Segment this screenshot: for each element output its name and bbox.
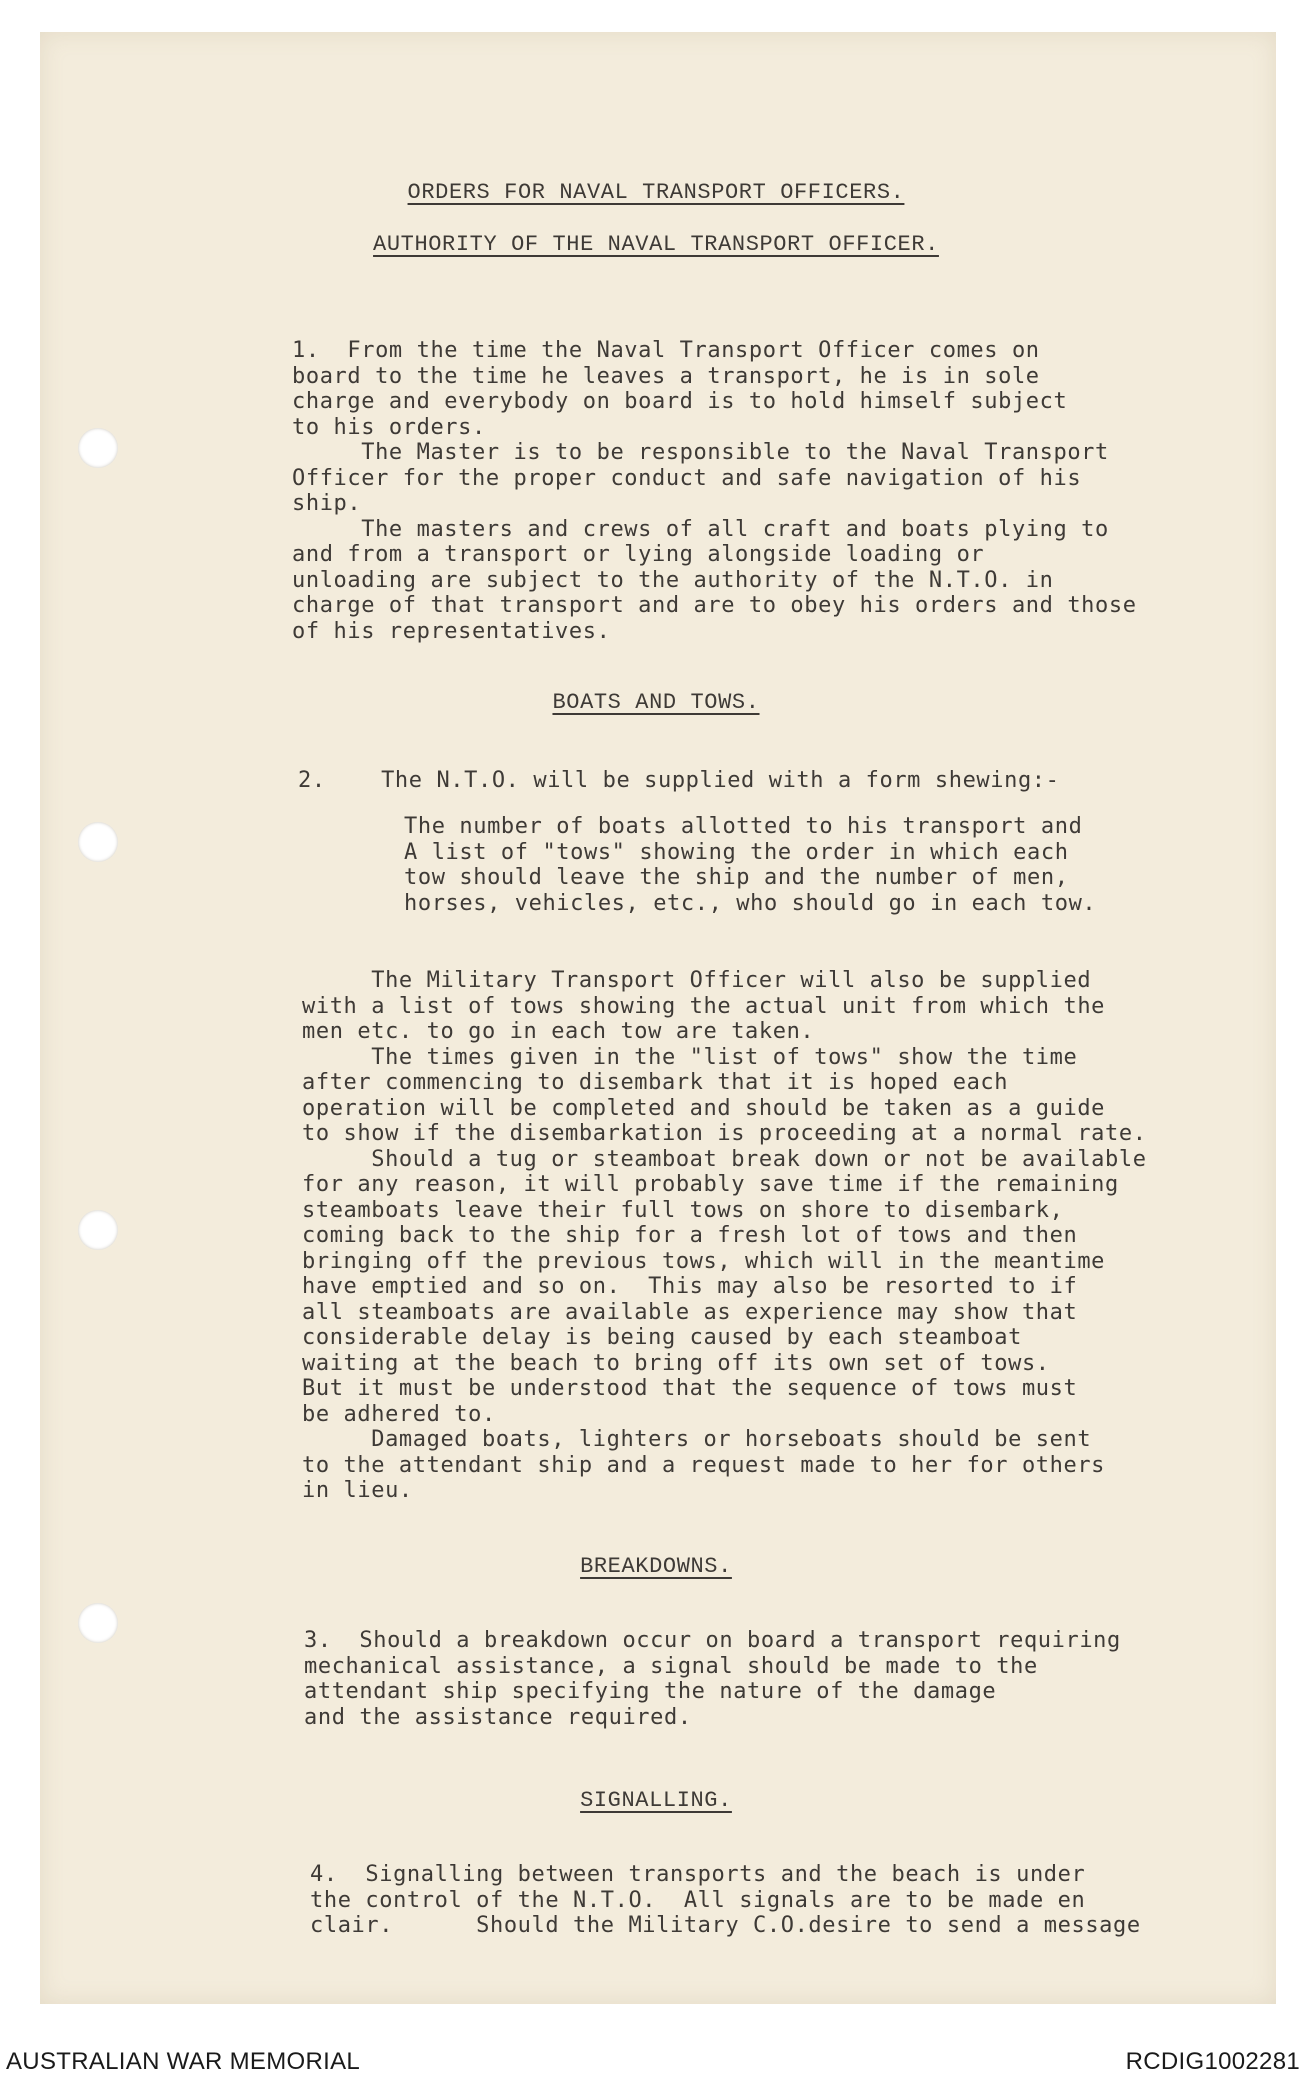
form-contents-list: The number of boats allotted to his transport and A list of "tows" showing the order in which each tow should leave the ship and the number of men, horses, vehicles, etc., who should go in each tow.	[404, 814, 1097, 916]
paragraph-3: 3. Should a breakdown occur on board a transport requiring mechanical assistance, a signal should be made to the attendant ship specifying the nature of the damage and the assistance required.	[304, 1628, 1121, 1730]
paragraph-2: 2. The N.T.O. will be supplied with a form shewing:-	[298, 768, 1060, 793]
section-heading-authority: AUTHORITY OF THE NAVAL TRANSPORT OFFICER.	[373, 232, 939, 257]
section-heading-breakdowns: BREAKDOWNS.	[580, 1554, 732, 1579]
section-heading-boats: BOATS AND TOWS.	[552, 690, 760, 715]
footer-record-id: RCDIG1002281	[1125, 2048, 1300, 2075]
punch-hole	[78, 1210, 118, 1250]
document-title: ORDERS FOR NAVAL TRANSPORT OFFICERS.	[407, 180, 905, 205]
paragraph-tows: The Military Transport Officer will also be supplied with a list of tows showing the actual unit from which the men etc. to go in each tow are taken. The times given in the "list of tows" show the time after commencing to disembark that it is hoped each operation will be completed and should be taken as a guide to show if the disembarkation is proceeding at a normal rate. Should a tug or steamboat break down or not be available for any reason, it will probably save time if the remaining steamboats leave their full tows on shore to disembark, coming back to the ship for a fresh lot of tows and then bringing off the previous tows, which will in the meantime have emptied and so on. This may also be resorted to if all steamboats are available as experience may show that considerable delay is being caused by each steamboat waiting at the beach to bring off its own set of tows. But it must be understood that the sequence of tows must be adhered to. Damaged boats, lighters or horseboats should be sent to the attendant ship and a request made to her for others in lieu.	[302, 968, 1147, 1503]
paragraph-1: 1. From the time the Naval Transport Officer comes on board to the time he leaves a transport, he is in sole charge and everybody on board is to hold himself subject to his orders. The Master is to be responsible to the Naval Transport Officer for the proper conduct and safe navigation of his ship. The masters and crews of all craft and boats plying to and from a transport or lying alongside loading or unloading are subject to the authority of the N.T.O. in charge of that transport and are to obey his orders and those of his representatives.	[292, 338, 1137, 644]
punch-hole	[78, 1603, 118, 1643]
punch-hole	[78, 428, 118, 468]
punch-hole	[78, 822, 118, 862]
paragraph-4: 4. Signalling between transports and the beach is under the control of the N.T.O. All signals are to be made en clair. Should the Military C.O.desire to send a message	[310, 1862, 1141, 1938]
section-heading-signalling: SIGNALLING.	[580, 1788, 732, 1813]
footer-archive-name: AUSTRALIAN WAR MEMORIAL	[6, 2048, 361, 2075]
